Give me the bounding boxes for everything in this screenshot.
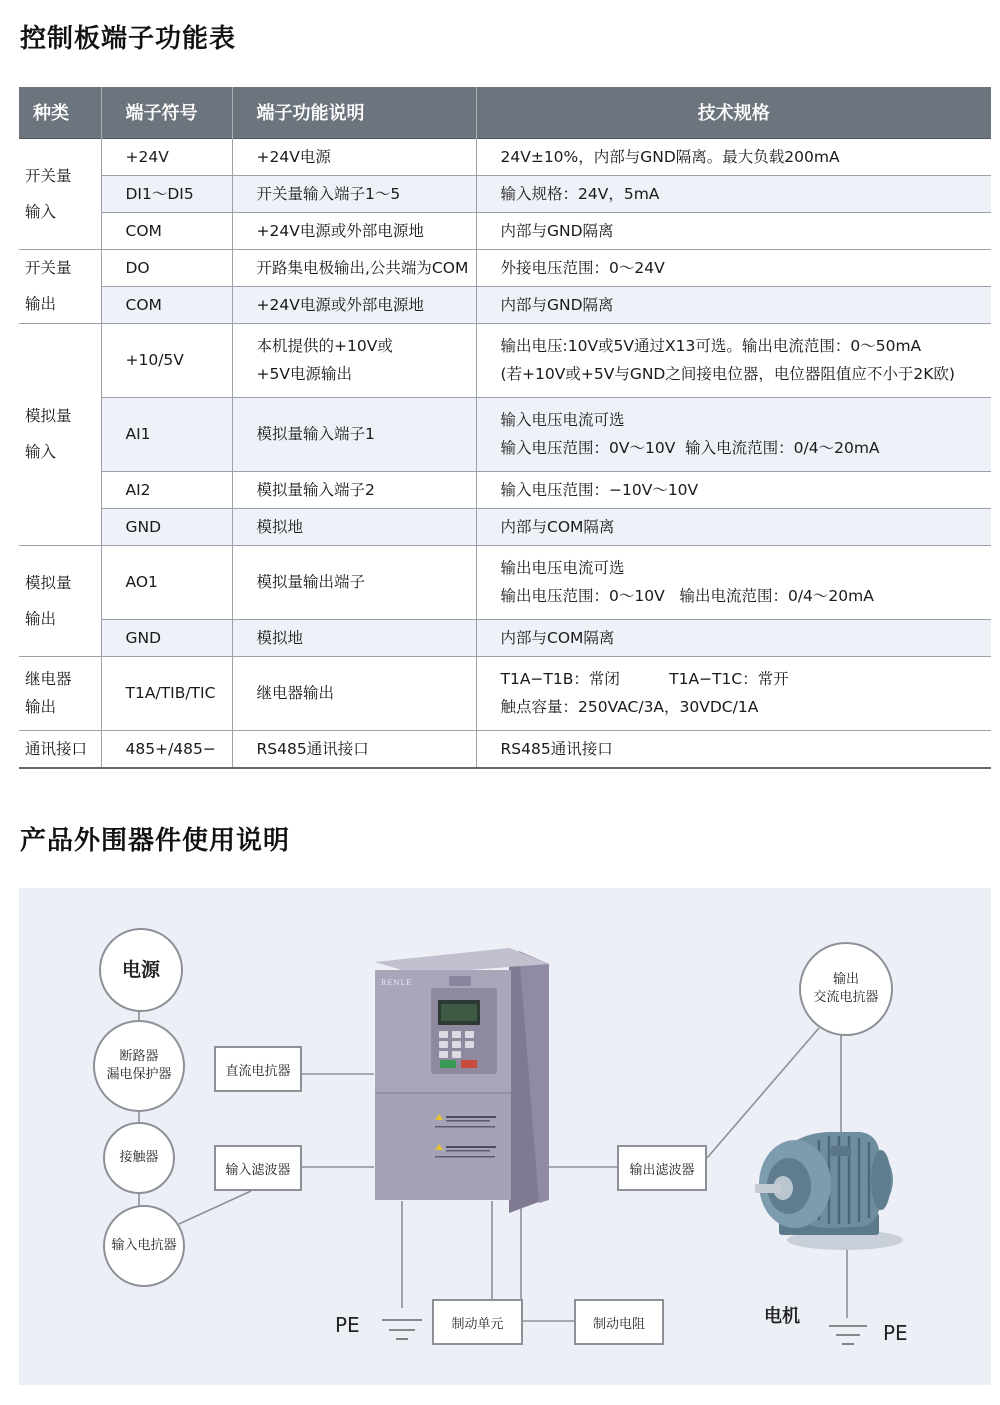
table-row — [19, 471, 991, 508]
function-cell — [232, 730, 476, 768]
symbol-cell: +10/5V — [101, 323, 232, 397]
table-row — [19, 656, 991, 730]
table-row — [19, 286, 991, 323]
brake-resistor-box: 制动电阻 — [574, 1299, 664, 1345]
brake-unit-box: 制动单元 — [432, 1299, 523, 1345]
spec-cell — [476, 212, 991, 249]
category-label: 继电器 — [25, 670, 72, 688]
spec-text: 输入电压范围：−10V～10V — [500, 480, 699, 499]
function-cell — [232, 471, 476, 508]
spec-cell — [476, 323, 991, 397]
spec-text: 内部与GND隔离 — [500, 221, 614, 240]
function-cell — [232, 175, 476, 212]
input-filter-box: 输入滤波器 — [214, 1145, 302, 1191]
spec-text: 输出电压电流可选 — [500, 559, 625, 577]
table-row — [19, 508, 991, 545]
ground-symbol-left — [382, 1320, 422, 1339]
output-filter-box: 输出滤波器 — [617, 1145, 707, 1191]
category-label: 模拟量 — [25, 407, 72, 425]
spec-text: 输入规格：24V，5mA — [500, 184, 660, 203]
function-text: 本机提供的+10V或 — [256, 337, 393, 355]
section-title-peripherals: 产品外围器件使用说明 — [20, 826, 291, 856]
table-row — [19, 730, 991, 768]
pe-label-left: PE — [335, 1313, 360, 1337]
category-cell — [19, 249, 101, 323]
symbol-cell: T1A/TIB/TIC — [101, 656, 232, 730]
category-label: 输出 — [25, 295, 57, 313]
spec-cell — [476, 175, 991, 212]
function-text: 开路集电极输出,公共端为COM — [256, 258, 469, 277]
category-cell — [19, 545, 101, 656]
function-text: 模拟地 — [256, 628, 304, 647]
spec-text: 输出电压:10V或5V通过X13可选。输出电流范围：0～50mA — [500, 337, 922, 355]
function-cell — [232, 656, 476, 730]
category-label: 输入 — [25, 443, 57, 461]
symbol-cell: DO — [101, 249, 232, 286]
table-row — [19, 138, 991, 175]
function-cell — [232, 249, 476, 286]
spec-cell — [476, 286, 991, 323]
peripheral-wiring-diagram — [19, 888, 991, 1385]
function-text: 模拟地 — [256, 517, 304, 536]
header-spec: 技术规格 — [476, 87, 991, 138]
symbol-cell: AI1 — [101, 397, 232, 471]
function-text: 继电器输出 — [256, 684, 335, 702]
category-label: 开关量 — [25, 259, 72, 277]
spec-cell — [476, 656, 991, 730]
terminal-function-table — [19, 87, 991, 769]
category-label: 模拟量 — [25, 573, 72, 592]
table-row — [19, 249, 991, 286]
category-cell — [19, 138, 101, 249]
input-reactor-node: 输入电抗器 — [103, 1205, 185, 1287]
symbol-cell: +24V — [101, 138, 232, 175]
dc-reactor-box: 直流电抗器 — [214, 1046, 302, 1092]
function-text: +5V电源输出 — [256, 365, 352, 383]
function-text: +24V电源或外部电源地 — [256, 221, 424, 240]
function-cell — [232, 138, 476, 175]
function-cell — [232, 545, 476, 619]
spec-text: 内部与COM隔离 — [500, 517, 615, 536]
spec-cell — [476, 471, 991, 508]
symbol-cell: COM — [101, 212, 232, 249]
header-function: 端子功能说明 — [232, 87, 476, 138]
symbol-cell: AI2 — [101, 471, 232, 508]
category-cell — [19, 656, 101, 730]
spec-text: 内部与GND隔离 — [500, 295, 614, 314]
breaker-label: 断路器 — [119, 1049, 159, 1064]
function-text: 模拟量输出端子 — [256, 573, 366, 591]
power-source-node: 电源 — [99, 928, 183, 1012]
output-reactor-label-1: 输出 — [832, 972, 859, 987]
brand-logo: RENLE — [381, 979, 413, 987]
category-cell — [19, 730, 101, 768]
function-cell — [232, 323, 476, 397]
output-reactor-label-2: 交流电抗器 — [813, 990, 879, 1005]
symbol-cell: DI1～DI5 — [101, 175, 232, 212]
symbol-cell: 485+/485− — [101, 730, 232, 768]
inverter-drive — [375, 948, 549, 1213]
breaker-node — [93, 1020, 185, 1112]
function-cell — [232, 619, 476, 656]
contactor-node: 接触器 — [103, 1122, 175, 1194]
spec-text: 外接电压范围：0～24V — [500, 258, 665, 277]
table-row — [19, 323, 991, 397]
motor-label: 电机 — [764, 1306, 800, 1327]
function-cell — [232, 212, 476, 249]
spec-text: 输入电压电流可选 — [500, 411, 625, 429]
function-cell — [232, 286, 476, 323]
spec-text: 输出电压范围：0～10V 输出电流范围：0/4～20mA — [500, 587, 874, 605]
spec-text: 输入电压范围：0V～10V 输入电流范围：0/4～20mA — [500, 439, 880, 457]
output-reactor-node — [799, 942, 893, 1036]
table-row — [19, 545, 991, 619]
category-label: 输入 — [25, 202, 57, 221]
table-row — [19, 619, 991, 656]
symbol-cell: AO1 — [101, 545, 232, 619]
spec-cell — [476, 397, 991, 471]
spec-cell — [476, 730, 991, 768]
ground-symbol-right — [829, 1326, 867, 1344]
category-label: 开关量 — [25, 166, 72, 185]
category-label: 输出 — [25, 609, 57, 628]
table-row — [19, 175, 991, 212]
function-cell — [232, 508, 476, 545]
spec-text: (若+10V或+5V与GND之间接电位器，电位器阻值应不小于2K欧) — [500, 365, 955, 383]
category-cell — [19, 323, 101, 545]
category-label: 通讯接口 — [25, 739, 88, 758]
spec-text: T1A−T1B：常闭 T1A−T1C：常开 — [500, 670, 789, 688]
header-category: 种类 — [19, 87, 101, 138]
spec-cell — [476, 138, 991, 175]
symbol-cell: COM — [101, 286, 232, 323]
spec-text: 触点容量：250VAC/3A，30VDC/1A — [500, 698, 759, 716]
spec-text: RS485通讯接口 — [500, 739, 613, 758]
function-text: 模拟量输入端子1 — [256, 425, 375, 443]
section-title-terminal-table: 控制板端子功能表 — [20, 24, 237, 54]
function-cell — [232, 397, 476, 471]
spec-cell — [476, 508, 991, 545]
spec-cell — [476, 619, 991, 656]
function-text: 开关量输入端子1～5 — [256, 184, 401, 203]
header-symbol: 端子符号 — [101, 87, 232, 138]
spec-cell — [476, 545, 991, 619]
spec-cell — [476, 249, 991, 286]
pe-label-right: PE — [883, 1321, 908, 1345]
table-row — [19, 397, 991, 471]
table-row — [19, 212, 991, 249]
category-label: 输出 — [25, 698, 57, 716]
spec-text: 24V±10%，内部与GND隔离。最大负载200mA — [500, 147, 840, 166]
table-header-row — [19, 87, 991, 138]
function-text: RS485通讯接口 — [256, 739, 369, 758]
symbol-cell: GND — [101, 619, 232, 656]
symbol-cell: GND — [101, 508, 232, 545]
function-text: +24V电源 — [256, 147, 331, 166]
function-text: +24V电源或外部电源地 — [256, 295, 424, 314]
motor-illustration — [755, 1132, 903, 1250]
leakage-protector-label: 漏电保护器 — [106, 1067, 172, 1082]
function-text: 模拟量输入端子2 — [256, 480, 375, 499]
spec-text: 内部与COM隔离 — [500, 628, 615, 647]
